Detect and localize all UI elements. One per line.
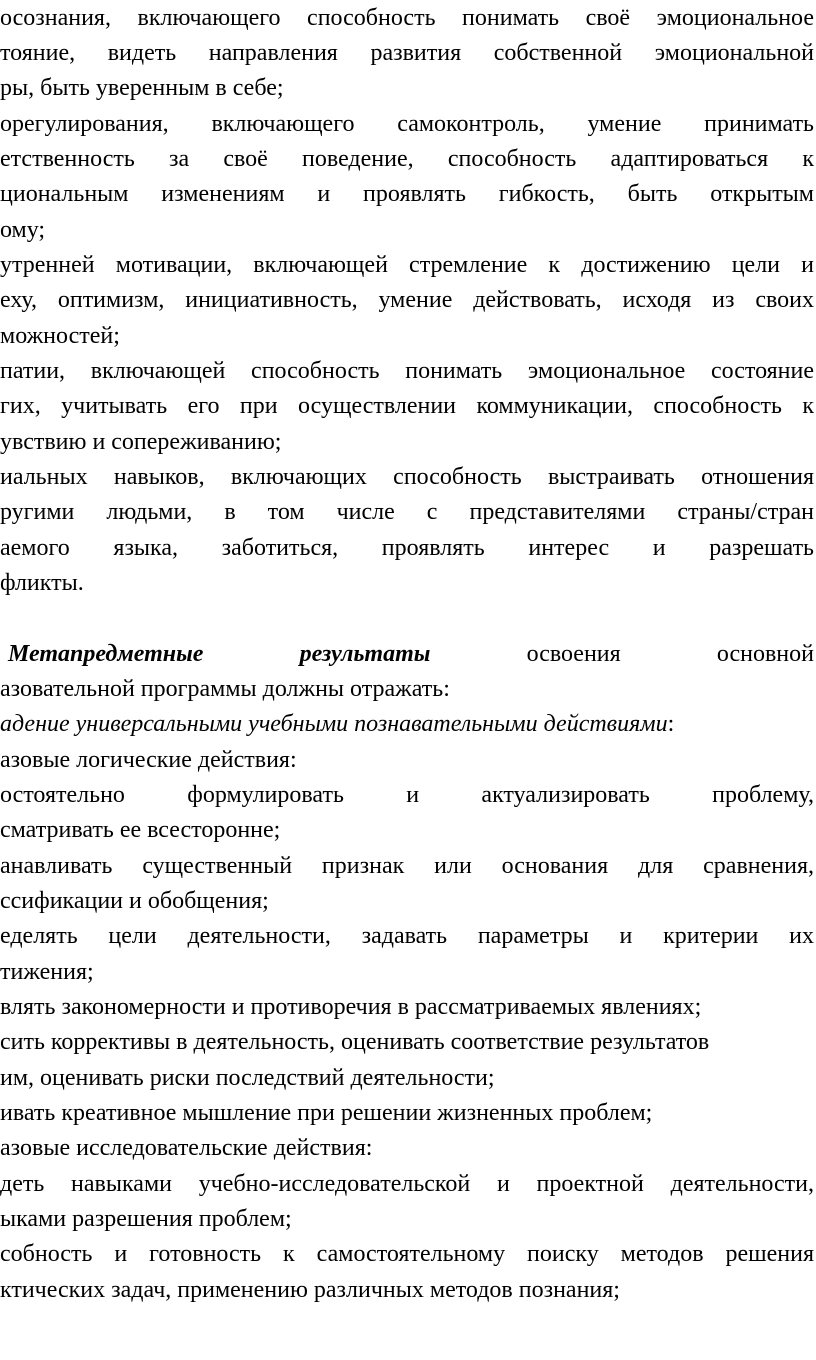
text-line: собность и готовность к самостоятельному поиску методов решения xyxy=(0,1241,814,1267)
text-line: гих, учитывать его при осуществлении коммуникации, способность к xyxy=(0,393,814,419)
text-line: ыками разрешения проблем; xyxy=(0,1206,292,1232)
text-line: аемого языка, заботиться, проявлять интерес и разрешать xyxy=(0,535,814,561)
text-line: сматривать ее всесторонне; xyxy=(0,817,281,843)
text-line: тижения; xyxy=(0,959,94,985)
text-line xyxy=(0,710,814,738)
text-line: еделять цели деятельности, задавать параметры и критерии их xyxy=(0,923,814,949)
text-line: азовые логические действия: xyxy=(0,747,297,773)
text-line: осознания, включающего способность понимать своё эмоциональное xyxy=(0,5,814,31)
text-line: патии, включающей способность понимать эмоциональное состояние xyxy=(0,358,814,384)
text-line: ссификации и обобщения; xyxy=(0,888,269,914)
text-line: ры, быть уверенным в себе; xyxy=(0,75,284,101)
text-line: деть навыками учебно-исследовательской и проектной деятельности, xyxy=(0,1171,814,1197)
text-line: утренней мотивации, включающей стремление к достижению цели и xyxy=(0,252,814,278)
text-line: анавливать существенный признак или основания для сравнения, xyxy=(0,853,814,879)
text-line: орегулирования, включающего самоконтроль, умение принимать xyxy=(0,111,814,137)
text-line: етственность за своё поведение, способность адаптироваться к xyxy=(0,146,814,172)
text-line: ивать креативное мышление при решении жизненных проблем; xyxy=(0,1100,653,1126)
text-line: можностей; xyxy=(0,323,120,349)
heading-term: результаты xyxy=(299,641,431,667)
text-line: иальных навыков, включающих способность выстраивать отношения xyxy=(0,464,814,490)
text-line: сить коррективы в деятельность, оценивать соответствие результатов xyxy=(0,1029,710,1055)
text-line: остоятельно формулировать и актуализировать проблему, xyxy=(0,782,814,808)
heading-term: Метапредметные xyxy=(8,641,204,667)
text-line: тояние, видеть направления развития собственной эмоциональной xyxy=(0,40,814,66)
text-line: азовательной программы должны отражать: xyxy=(0,676,450,702)
metasubject-heading-line xyxy=(8,640,814,668)
heading-word: освоения xyxy=(526,641,621,667)
text-line: азовые исследовательские действия: xyxy=(0,1135,373,1161)
text-line: фликты. xyxy=(0,570,84,596)
text-line: влять закономерности и противоречия в рассматриваемых явлениях; xyxy=(0,994,702,1020)
text-line: им, оценивать риски последствий деятельности; xyxy=(0,1065,495,1091)
text-line: циональным изменениям и проявлять гибкость, быть открытым xyxy=(0,181,814,207)
italic-subheading: адение универсальными учебными познавательными действиями xyxy=(0,711,668,737)
text-line: ругими людьми, в том числе с представителями страны/стран xyxy=(0,499,814,525)
text-line: ктических задач, применению различных методов познания; xyxy=(0,1277,620,1303)
text-line: увствию и сопереживанию; xyxy=(0,429,282,455)
colon: : xyxy=(667,711,675,737)
text-line: еху, оптимизм, инициативность, умение действовать, исходя из своих xyxy=(0,287,814,313)
heading-word: основной xyxy=(716,641,814,667)
text-line: ому; xyxy=(0,217,46,243)
